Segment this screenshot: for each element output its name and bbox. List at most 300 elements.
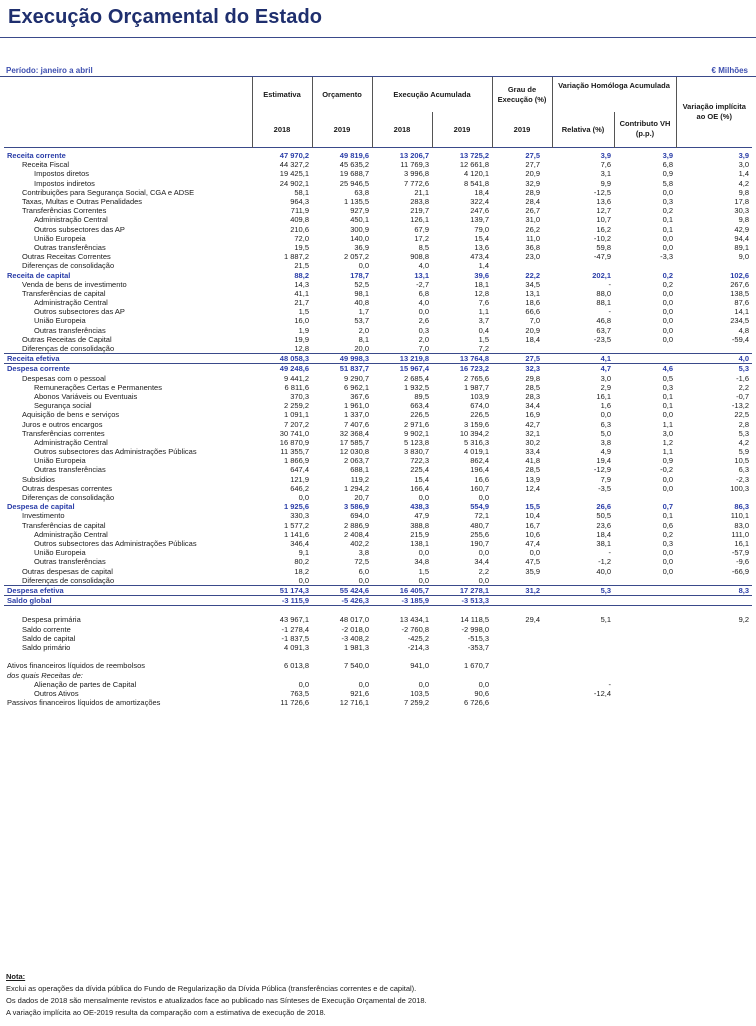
table-row <box>4 661 752 670</box>
cell-value: 964,3 <box>290 197 309 207</box>
cell-value <box>676 344 752 354</box>
cell-value: 2,0 <box>358 325 369 335</box>
cell-value: 663,4 <box>410 401 429 411</box>
cell-value: 16,7 <box>525 520 541 530</box>
cell-value: 711,9 <box>290 206 309 216</box>
cell-value: 0,3 <box>662 382 674 392</box>
table-row <box>4 261 752 270</box>
row-label <box>4 606 252 616</box>
cell-value <box>676 493 752 502</box>
cell-value: -2 018,0 <box>341 624 369 634</box>
cell-value: 1 294,2 <box>343 483 369 493</box>
cell-value: 18,4 <box>525 334 541 344</box>
cell-value: 47,9 <box>414 511 429 521</box>
cell-value: 28,4 <box>525 197 541 207</box>
cell-value: 63,8 <box>354 187 369 197</box>
cell-value: 25 946,5 <box>339 178 369 188</box>
cell-value: 0,0 <box>662 548 674 558</box>
cell-value <box>552 634 614 643</box>
cell-value: -12,9 <box>593 465 612 475</box>
cell-value: 1 337,0 <box>343 410 369 420</box>
cell-value: 4,0 <box>418 298 429 308</box>
cell-value: 16,9 <box>525 410 541 420</box>
cell-value: 1 866,9 <box>283 456 309 466</box>
table-row <box>4 197 752 206</box>
cell-value: 330,3 <box>290 511 309 521</box>
header-year: 2018 <box>252 112 312 147</box>
cell-value: -353,7 <box>467 643 490 653</box>
cell-value: 42,9 <box>734 224 750 234</box>
cell-value: - <box>608 279 612 289</box>
cell-value: 3 586,9 <box>343 502 369 512</box>
row-label: Alienação de partes de Capital <box>34 679 137 689</box>
table-row <box>4 689 752 698</box>
cell-value: 13 725,2 <box>459 151 490 161</box>
cell-value: 11 726,6 <box>280 698 309 708</box>
cell-value: -59,4 <box>731 334 750 344</box>
cell-value: 13 206,7 <box>399 151 429 161</box>
cell-value: 72,0 <box>294 233 309 243</box>
cell-value: 33,4 <box>525 447 541 457</box>
table-row <box>4 326 752 335</box>
note-line: Os dados de 2018 são mensalmente revistos e atualizados face ao publicado nas Sínteses de Execução Orçamental de 2018. <box>6 996 427 1005</box>
cell-value <box>614 585 676 595</box>
cell-value: 6,3 <box>738 465 750 475</box>
cell-value: 0,0 <box>478 575 490 585</box>
cell-value: 27,5 <box>525 151 541 161</box>
cell-value: 13 764,8 <box>432 354 492 364</box>
table-row <box>4 280 752 289</box>
page-title: Execução Orçamental do Estado <box>8 6 323 28</box>
row-label: Transferências Correntes <box>22 206 107 216</box>
row-label: Impostos indiretos <box>34 178 95 188</box>
row-label: Outras transferências <box>34 557 106 567</box>
cell-value: -2 998,0 <box>461 624 490 634</box>
cell-value: 7,0 <box>529 316 541 326</box>
row-label: Venda de bens de investimento <box>22 279 127 289</box>
cell-value: 0,0 <box>298 679 309 689</box>
cell-value: 23,6 <box>596 520 612 530</box>
cell-value: 39,6 <box>474 270 490 280</box>
row-label: Outros subsectores das Administrações Públicas <box>34 447 197 457</box>
cell-value: 1 961,0 <box>343 401 369 411</box>
cell-value: 9,8 <box>738 187 750 197</box>
cell-value: 247,6 <box>470 206 490 216</box>
cell-value: 3,1 <box>600 169 612 179</box>
cell-value: 7 407,6 <box>343 419 369 429</box>
cell-value: 0,0 <box>418 679 429 689</box>
cell-value: 5,3 <box>738 428 750 438</box>
cell-value: 226,5 <box>470 410 490 420</box>
cell-value: 8,1 <box>358 334 369 344</box>
cell-value: 5,3 <box>676 364 752 374</box>
cell-value: 0,9 <box>662 456 674 466</box>
cell-value: 210,6 <box>290 224 309 234</box>
cell-value: 13,1 <box>525 288 541 298</box>
cell-value: 554,9 <box>470 502 490 512</box>
cell-value: 0,0 <box>662 557 674 567</box>
cell-value: 34,5 <box>525 279 541 289</box>
row-label: Diferenças de consolidação <box>22 493 115 503</box>
cell-value: 53,7 <box>354 316 369 326</box>
cell-value: 38,1 <box>596 538 612 548</box>
cell-value: 1 925,6 <box>283 502 309 512</box>
table-row <box>4 548 752 557</box>
cell-value <box>614 493 676 502</box>
cell-value: 0,0 <box>418 307 429 317</box>
cell-value <box>492 625 552 634</box>
cell-value: 0,0 <box>358 261 369 271</box>
cell-value: 16,1 <box>596 391 612 401</box>
table-row <box>4 179 752 188</box>
table-row <box>4 539 752 548</box>
cell-value: 4,9 <box>600 447 612 457</box>
cell-value: 16,6 <box>474 474 490 484</box>
cell-value: 0,0 <box>418 548 429 558</box>
cell-value: 16 870,9 <box>279 437 309 447</box>
cell-value: -5 426,3 <box>312 596 372 606</box>
cell-value: 30,3 <box>734 206 750 216</box>
cell-value: 67,9 <box>414 224 429 234</box>
row-label: Outras transferências <box>34 242 106 252</box>
table-row <box>4 652 752 661</box>
cell-value: 89,5 <box>414 391 429 401</box>
cell-value: 1,5 <box>418 566 429 576</box>
cell-value: 0,0 <box>529 548 541 558</box>
cell-value <box>614 615 676 624</box>
cell-value: 763,5 <box>290 688 309 698</box>
cell-value: 12,4 <box>525 483 541 493</box>
cell-value: 0,0 <box>662 566 674 576</box>
cell-value <box>492 680 552 689</box>
cell-value: 16 723,2 <box>432 364 492 374</box>
cell-value: 7,6 <box>600 160 612 170</box>
cell-value: 50,5 <box>596 511 612 521</box>
header-blank <box>4 77 252 112</box>
cell-value: 41,8 <box>525 456 541 466</box>
row-label: Investimento <box>22 511 65 521</box>
cell-value: 196,4 <box>470 465 490 475</box>
header-estimativa: Estimativa <box>252 77 312 112</box>
cell-value <box>552 344 614 354</box>
table-row <box>4 465 752 474</box>
cell-value <box>614 625 676 634</box>
cell-value: 908,8 <box>410 252 429 262</box>
cell-value: 110,1 <box>730 511 750 521</box>
cell-value <box>492 671 552 680</box>
cell-value: 5,9 <box>738 447 750 457</box>
cell-value <box>492 576 552 586</box>
cell-value: 20,9 <box>525 325 541 335</box>
cell-value: -13,2 <box>731 401 750 411</box>
table-row <box>4 188 752 197</box>
cell-value: -515,3 <box>467 633 490 643</box>
cell-value: 3,7 <box>478 316 490 326</box>
table-row <box>4 383 752 392</box>
row-label: Saldo global <box>4 596 252 606</box>
cell-value: 47,5 <box>525 557 541 567</box>
cell-value: 26,2 <box>525 224 541 234</box>
cell-value: 2 765,6 <box>463 373 490 383</box>
cell-value: -0,7 <box>736 391 750 401</box>
cell-value: 30,2 <box>525 437 541 447</box>
cell-value: 6,3 <box>600 419 612 429</box>
cell-value: 44 327,2 <box>279 160 309 170</box>
cell-value <box>552 661 614 670</box>
cell-value: 4,1 <box>552 354 614 364</box>
cell-value: 32,9 <box>525 178 541 188</box>
cell-value: 0,9 <box>662 169 674 179</box>
row-label: Passivos financeiros líquidos de amortizações <box>7 698 161 708</box>
cell-value: 674,0 <box>470 401 490 411</box>
cell-value: 6,8 <box>662 160 674 170</box>
cell-value: 21,5 <box>294 261 309 271</box>
cell-value <box>614 652 676 661</box>
table-row <box>4 698 752 707</box>
cell-value: 3,0 <box>738 160 750 170</box>
cell-value: 13,9 <box>525 474 541 484</box>
cell-value: 86,3 <box>734 502 750 512</box>
cell-value: -214,3 <box>407 643 429 653</box>
cell-value: 2,2 <box>478 566 490 576</box>
cell-value <box>252 606 312 616</box>
cell-value <box>614 606 676 616</box>
cell-value: 9,0 <box>738 252 750 262</box>
cell-value <box>676 634 752 643</box>
cell-value: 9,8 <box>738 215 750 225</box>
cell-value <box>492 493 552 502</box>
budget-table <box>4 77 752 707</box>
cell-value <box>432 671 492 680</box>
cell-value: 19 425,1 <box>279 169 309 179</box>
cell-value: -2,7 <box>416 279 429 289</box>
cell-value: 12 030,8 <box>339 447 369 457</box>
cell-value: 12 716,1 <box>339 698 369 708</box>
cell-value: 87,6 <box>734 298 750 308</box>
cell-value: 10,4 <box>525 511 541 521</box>
table-row <box>4 215 752 224</box>
cell-value: 1,2 <box>662 437 674 447</box>
row-label: Diferenças de consolidação <box>22 261 115 271</box>
row-label: Outras transferências <box>34 325 106 335</box>
cell-value: 35,9 <box>525 566 541 576</box>
cell-value <box>492 643 552 652</box>
cell-value: 34,4 <box>474 557 490 567</box>
row-label: Transferências de capital <box>22 520 106 530</box>
cell-value: - <box>608 307 612 317</box>
cell-value: 1 987,7 <box>463 382 490 392</box>
cell-value: 3,8 <box>600 437 612 447</box>
cell-value <box>614 643 676 652</box>
cell-value: 46,8 <box>596 316 612 326</box>
cell-value: 30 741,0 <box>279 428 309 438</box>
row-label: Outras despesas correntes <box>22 483 113 493</box>
cell-value: 31,0 <box>525 215 541 225</box>
table-row <box>4 392 752 401</box>
cell-value: 19,4 <box>596 456 612 466</box>
cell-value <box>492 689 552 698</box>
row-label: Despesas com o pessoal <box>22 373 106 383</box>
cell-value: 27,5 <box>492 354 552 364</box>
cell-value: 3,9 <box>738 151 750 161</box>
table-row <box>4 316 752 325</box>
row-label: Receita de capital <box>7 270 71 280</box>
cell-value: 0,1 <box>662 224 674 234</box>
cell-value: 13,6 <box>474 242 490 252</box>
cell-value: 42,7 <box>525 419 541 429</box>
cell-value: 88,2 <box>294 270 309 280</box>
cell-value: 178,7 <box>350 270 369 280</box>
cell-value: 40,0 <box>596 566 612 576</box>
header-year: 2019 <box>312 112 372 147</box>
cell-value: 9 441,2 <box>283 373 309 383</box>
cell-value: 15,4 <box>414 474 429 484</box>
cell-value: 4,8 <box>738 325 750 335</box>
cell-value <box>614 596 676 606</box>
cell-value: 63,7 <box>596 325 612 335</box>
cell-value: -10,2 <box>593 233 612 243</box>
cell-value: 21,7 <box>294 298 309 308</box>
cell-value: 126,1 <box>410 215 429 225</box>
cell-value: -12,5 <box>593 187 612 197</box>
cell-value: 1 091,1 <box>283 410 309 420</box>
cell-value: 15 967,4 <box>372 364 432 374</box>
cell-value <box>552 606 614 616</box>
cell-value <box>614 671 676 680</box>
cell-value: 83,0 <box>734 520 750 530</box>
cell-value <box>676 652 752 661</box>
cell-value: 0,0 <box>478 493 490 503</box>
cell-value <box>312 606 372 616</box>
cell-value: 21,1 <box>414 187 429 197</box>
cell-value: 234,5 <box>730 316 750 326</box>
cell-value: 0,0 <box>662 474 674 484</box>
cell-value <box>432 652 492 661</box>
cell-value: 26,6 <box>596 502 612 512</box>
cell-value: 1 577,2 <box>283 520 309 530</box>
cell-value: 14 118,5 <box>460 615 490 625</box>
cell-value: 66,6 <box>525 307 541 317</box>
cell-value: 6,8 <box>418 288 429 298</box>
table-row <box>4 502 752 511</box>
cell-value: 0,0 <box>298 575 309 585</box>
cell-value: 88,0 <box>596 288 612 298</box>
cell-value: 52,5 <box>354 279 369 289</box>
row-label: dos quais Receitas de: <box>7 670 83 680</box>
row-label: Saldo de capital <box>22 633 76 643</box>
cell-value: -1 837,5 <box>281 633 309 643</box>
cell-value: 18,4 <box>474 187 490 197</box>
cell-value: -2 760,8 <box>401 624 429 634</box>
cell-value: 1 135,5 <box>343 197 369 207</box>
cell-value: 79,0 <box>474 224 490 234</box>
note-line: Exclui as operações da dívida pública do Fundo de Regularização da Dívida Pública (transferências correntes e de capital). <box>6 984 417 993</box>
cell-value: 3,8 <box>358 548 369 558</box>
cell-value: 32,3 <box>492 364 552 374</box>
cell-value: 32,1 <box>525 428 541 438</box>
table-row <box>4 401 752 410</box>
cell-value: -3 513,3 <box>432 596 492 606</box>
row-label: Taxas, Multas e Outras Penalidades <box>22 197 143 207</box>
table-row <box>4 438 752 447</box>
cell-value: 346,4 <box>290 538 309 548</box>
cell-value: 0,2 <box>662 279 674 289</box>
table-row <box>4 576 752 586</box>
cell-value: 10,5 <box>734 456 750 466</box>
cell-value: 4,6 <box>614 364 676 374</box>
cell-value: 6 962,1 <box>343 382 369 392</box>
cell-value: 13,6 <box>596 197 612 207</box>
row-label: Outros subsectores das AP <box>34 224 125 234</box>
cell-value: 0,0 <box>662 316 674 326</box>
cell-value: 5,1 <box>600 615 612 625</box>
cell-value: 0,0 <box>662 307 674 317</box>
row-label: Despesa de capital <box>7 502 75 512</box>
cell-value: 862,4 <box>470 456 490 466</box>
table-row <box>4 243 752 252</box>
row-label: Outras Receitas Correntes <box>22 252 111 262</box>
table-row <box>4 530 752 539</box>
table-body <box>4 151 752 707</box>
cell-value: 7,9 <box>600 474 612 484</box>
cell-value: 3,9 <box>662 151 674 161</box>
table-row <box>4 456 752 465</box>
cell-value: 0,3 <box>662 538 674 548</box>
cell-value: 388,8 <box>410 520 429 530</box>
cell-value: 1 932,5 <box>403 382 429 392</box>
row-label: União Europeia <box>34 233 86 243</box>
cell-value <box>372 606 432 616</box>
cell-value: 450,1 <box>350 215 369 225</box>
cell-value <box>676 261 752 270</box>
cell-value: 12,8 <box>294 344 309 354</box>
cell-value: 94,4 <box>734 233 750 243</box>
header-grau: Grau de Execução (%) <box>492 77 552 112</box>
cell-value: -47,9 <box>593 252 612 262</box>
cell-value: 7 207,2 <box>283 419 309 429</box>
cell-value <box>614 689 676 698</box>
table-row <box>4 447 752 456</box>
cell-value: - <box>608 548 612 558</box>
header-var-homologa: Variação Homóloga Acumulada <box>552 77 676 112</box>
cell-value: 0,0 <box>298 493 309 503</box>
cell-value: 49 819,6 <box>339 151 369 161</box>
cell-value: 13 434,1 <box>399 615 429 625</box>
row-label: Administração Central <box>34 437 108 447</box>
cell-value: 1,1 <box>478 307 490 317</box>
cell-value <box>552 576 614 586</box>
row-label: Receita Fiscal <box>22 160 70 170</box>
cell-value: 4,2 <box>738 178 750 188</box>
cell-value: 59,8 <box>596 242 612 252</box>
cell-value: 15,4 <box>474 233 490 243</box>
cell-value: 49 998,3 <box>312 354 372 364</box>
cell-value: 48 017,0 <box>339 615 369 625</box>
cell-value: 480,7 <box>470 520 490 530</box>
cell-value: 0,0 <box>358 679 369 689</box>
cell-value: 0,0 <box>418 575 429 585</box>
cell-value: 12 661,8 <box>459 160 490 170</box>
header-orcamento: Orçamento <box>312 77 372 112</box>
cell-value: 4,7 <box>552 364 614 374</box>
table-row <box>4 429 752 438</box>
cell-value: 34,4 <box>525 401 541 411</box>
cell-value: 1,4 <box>738 169 750 179</box>
cell-value: 138,5 <box>730 288 750 298</box>
row-label: União Europeia <box>34 316 86 326</box>
cell-value <box>312 652 372 661</box>
cell-value: 219,7 <box>410 206 429 216</box>
